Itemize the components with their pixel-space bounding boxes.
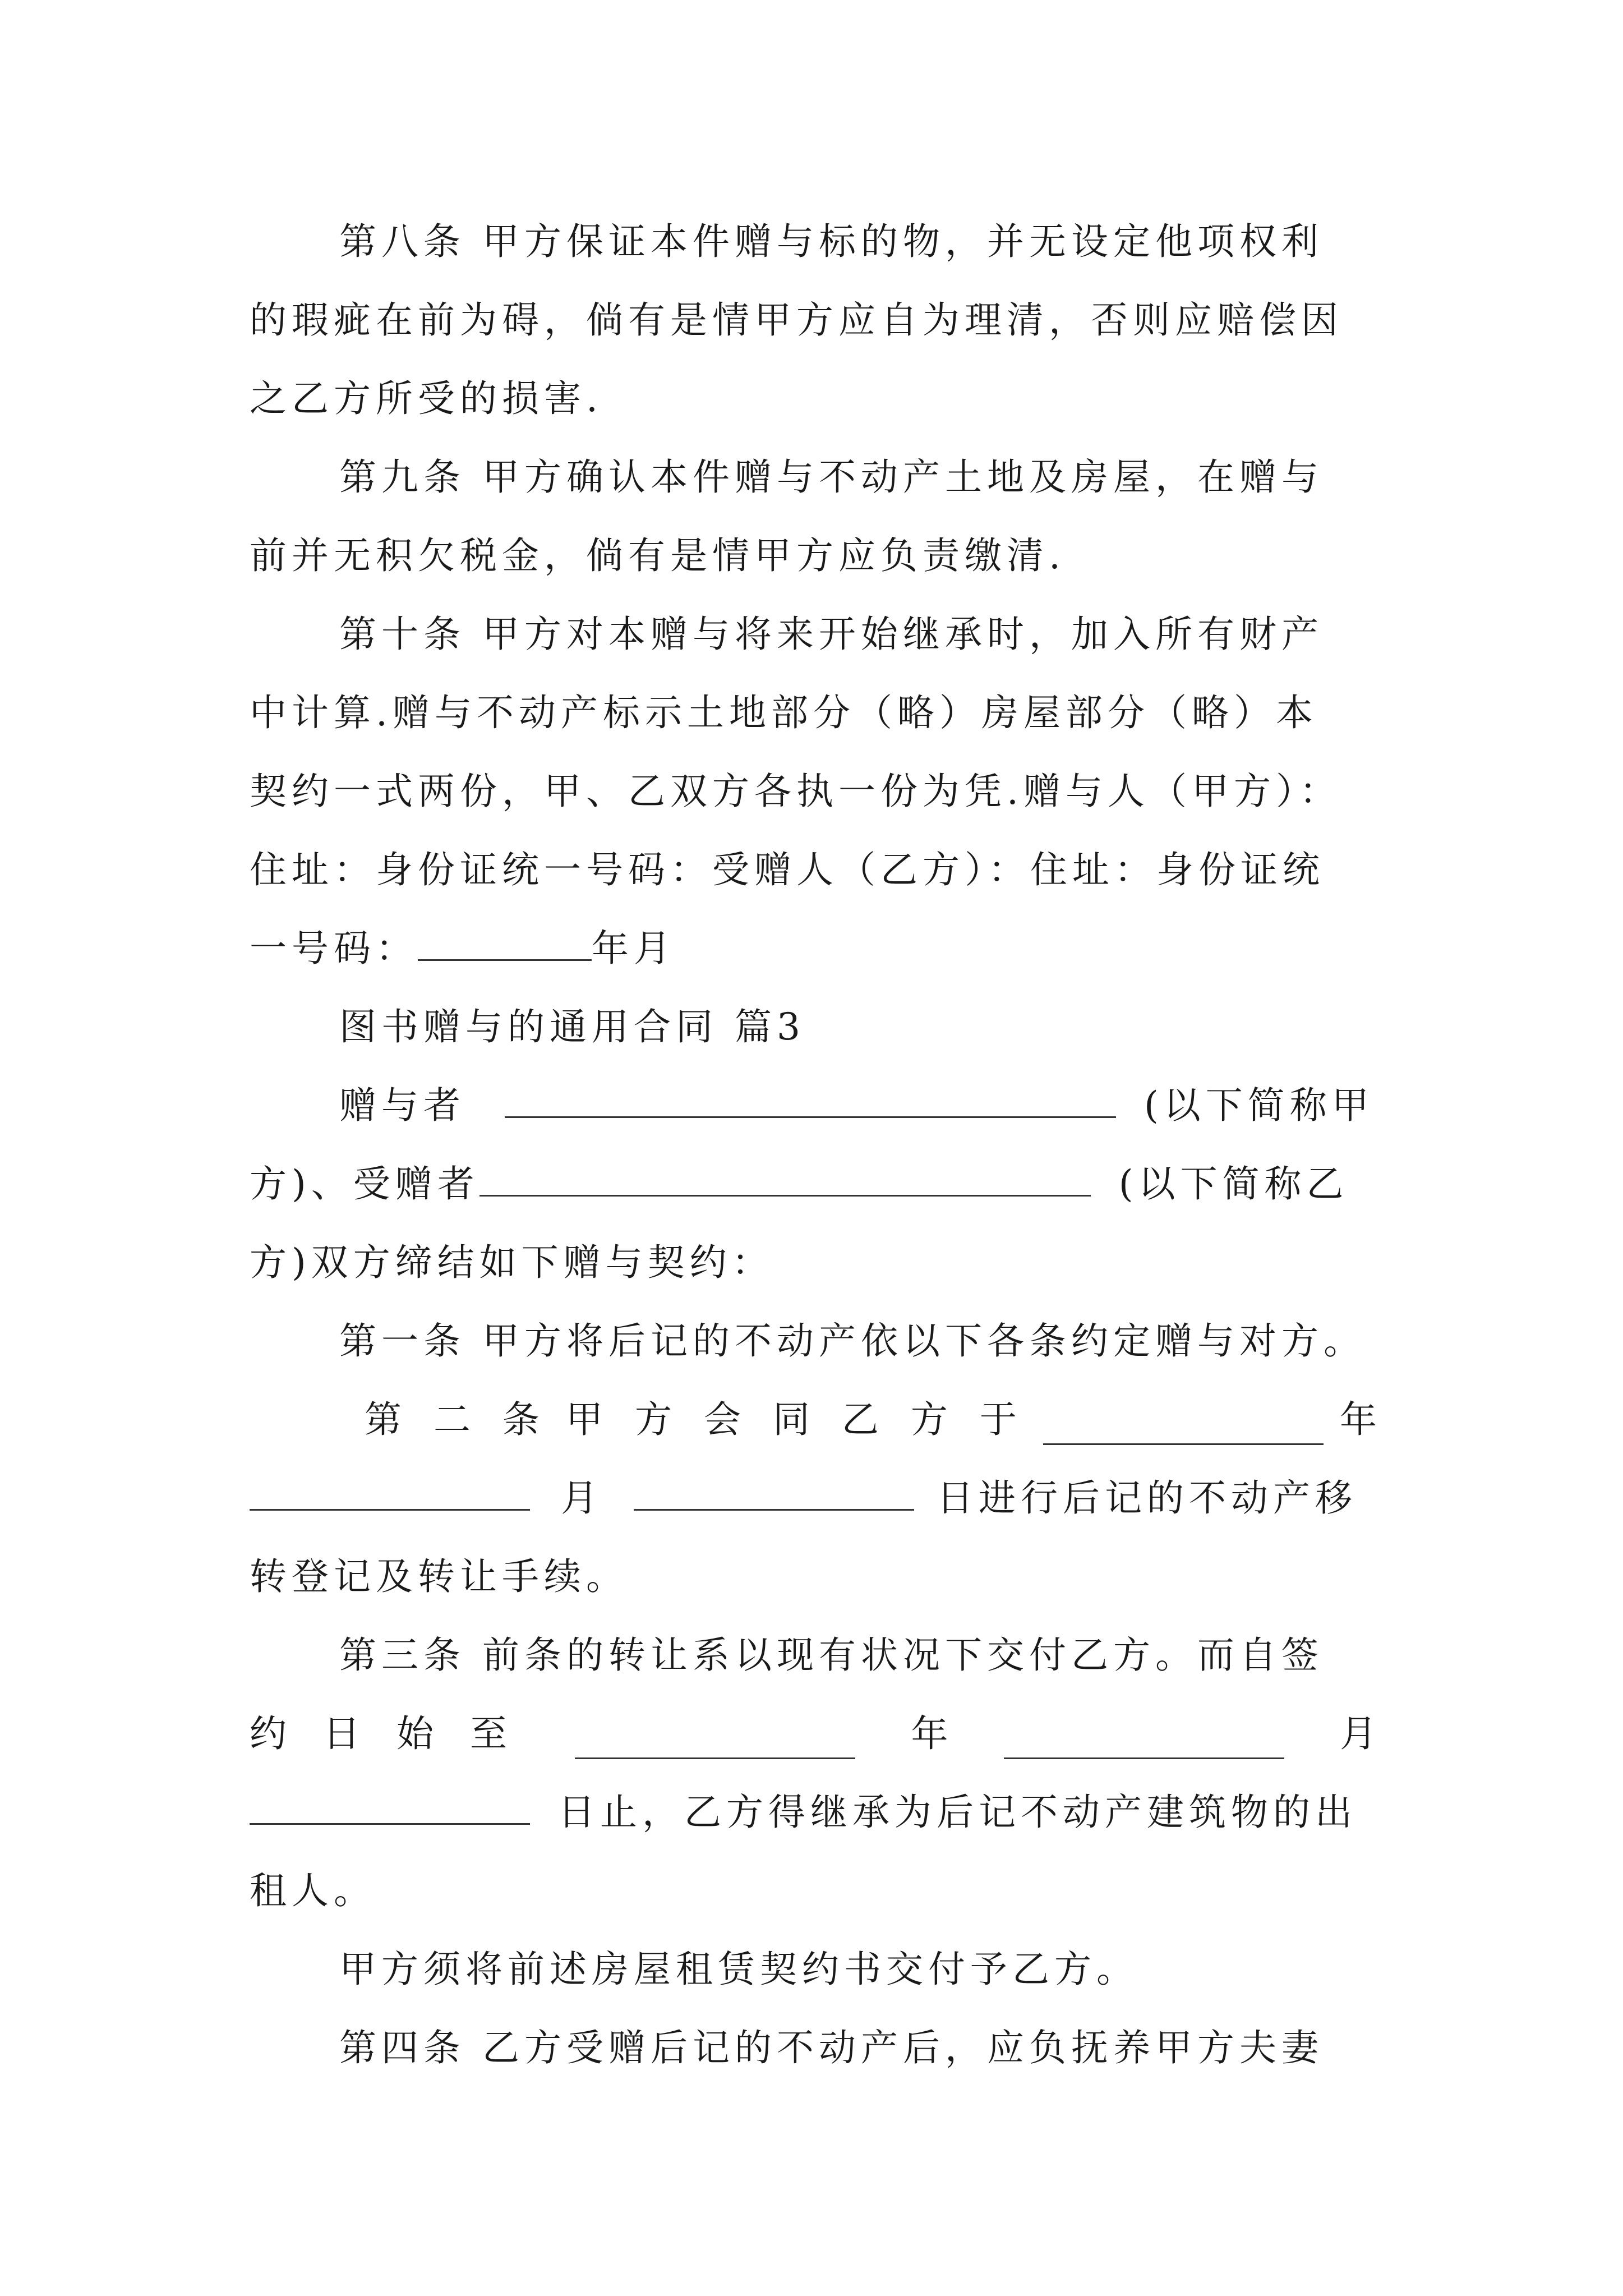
article-2-line-2 (250, 1473, 1377, 1524)
donor-abbrev-label: (以下简称甲 (1144, 1084, 1374, 1127)
article-3-line-1: 第三条 前条的转让系以现有状况下交付乙方。而自签 (339, 1634, 1324, 1677)
article-9-line-1: 第九条 甲方确认本件赠与不动产土地及房屋，在赠与 (339, 455, 1324, 499)
article-2-continuation: 日进行后记的不动产移 (937, 1476, 1357, 1520)
article-2-month-label: 月 (561, 1476, 603, 1520)
article-8-line-3: 之乙方所受的损害. (250, 377, 603, 420)
article-10-line-5 (250, 923, 1377, 974)
id-number-label: 一号码： (250, 927, 418, 970)
article-2-line-3: 转登记及转让手续。 (250, 1555, 628, 1598)
contract-intro: 方)双方缔结如下赠与契约： (250, 1241, 774, 1284)
article-2-text: 甲 方 会 同 乙 方 于 (566, 1398, 1027, 1441)
donor-label: 赠与者 (339, 1084, 465, 1127)
article-8-line-1: 第八条 甲方保证本件赠与标的物，并无设定他项权利 (339, 220, 1324, 263)
article-3-month-blank (1004, 1725, 1284, 1759)
article-3-continuation: 日止，乙方得继承为后记不动产建筑物的出 (558, 1791, 1357, 1834)
article-9-line-2: 前并无积欠税金，倘有是情甲方应负责缴清. (250, 534, 1066, 577)
lease-handover-line: 甲方须将前述房屋租赁契约书交付予乙方。 (339, 1948, 1138, 1991)
article-3-month-label: 月 (1339, 1712, 1377, 1755)
article-3-day-blank (250, 1791, 530, 1825)
article-4-line-1: 第四条 乙方受赠后记的不动产后，应负抚养甲方夫妻 (339, 2026, 1324, 2069)
article-8-line-2: 的瑕疵在前为碍，倘有是情甲方应自为理清，否则应赔偿因 (250, 298, 1343, 342)
article-3-from-label: 约 日 始 至 (250, 1712, 519, 1755)
article-3-line-3 (250, 1787, 1377, 1838)
article-10-line-1: 第十条 甲方对本赠与将来开始继承时，加入所有财产 (339, 613, 1324, 656)
donee-line (250, 1159, 1377, 1209)
article-2-day-blank (634, 1476, 914, 1511)
article-10-line-4: 住址：身份证统一号码：受赠人（乙方）：住址：身份证统 (250, 848, 1325, 891)
year-month-label: 年月 (592, 927, 676, 970)
article-3-line-2 (250, 1709, 1377, 1759)
article-1-line: 第一条 甲方将后记的不动产依以下各条约定赠与对方。 (339, 1319, 1366, 1363)
article-2-year-label: 年 (1340, 1398, 1377, 1441)
date-blank (418, 927, 592, 961)
donee-abbrev-label: (以下简称乙 (1118, 1162, 1349, 1205)
donee-name-blank (479, 1162, 1091, 1197)
article-2-number: 第 二 条 (365, 1398, 550, 1441)
donee-label: 方)、受赠者 (250, 1162, 479, 1205)
article-3-line-4: 租人。 (250, 1869, 376, 1912)
article-2-line-1 (365, 1395, 1377, 1445)
article-2-month-blank (250, 1476, 530, 1511)
section-title: 图书赠与的通用合同 篇3 (339, 1005, 805, 1048)
article-10-line-3: 契约一式两份，甲、乙双方各执一份为凭.赠与人（甲方）： (250, 770, 1341, 813)
article-2-year-blank (1043, 1411, 1324, 1445)
article-10-line-2: 中计算.赠与不动产标示土地部分（略）房屋部分（略）本 (250, 691, 1318, 734)
article-3-year-blank (575, 1725, 855, 1759)
article-3-year-label: 年 (911, 1712, 948, 1755)
donor-name-blank (505, 1084, 1116, 1118)
donor-line (339, 1080, 1377, 1131)
